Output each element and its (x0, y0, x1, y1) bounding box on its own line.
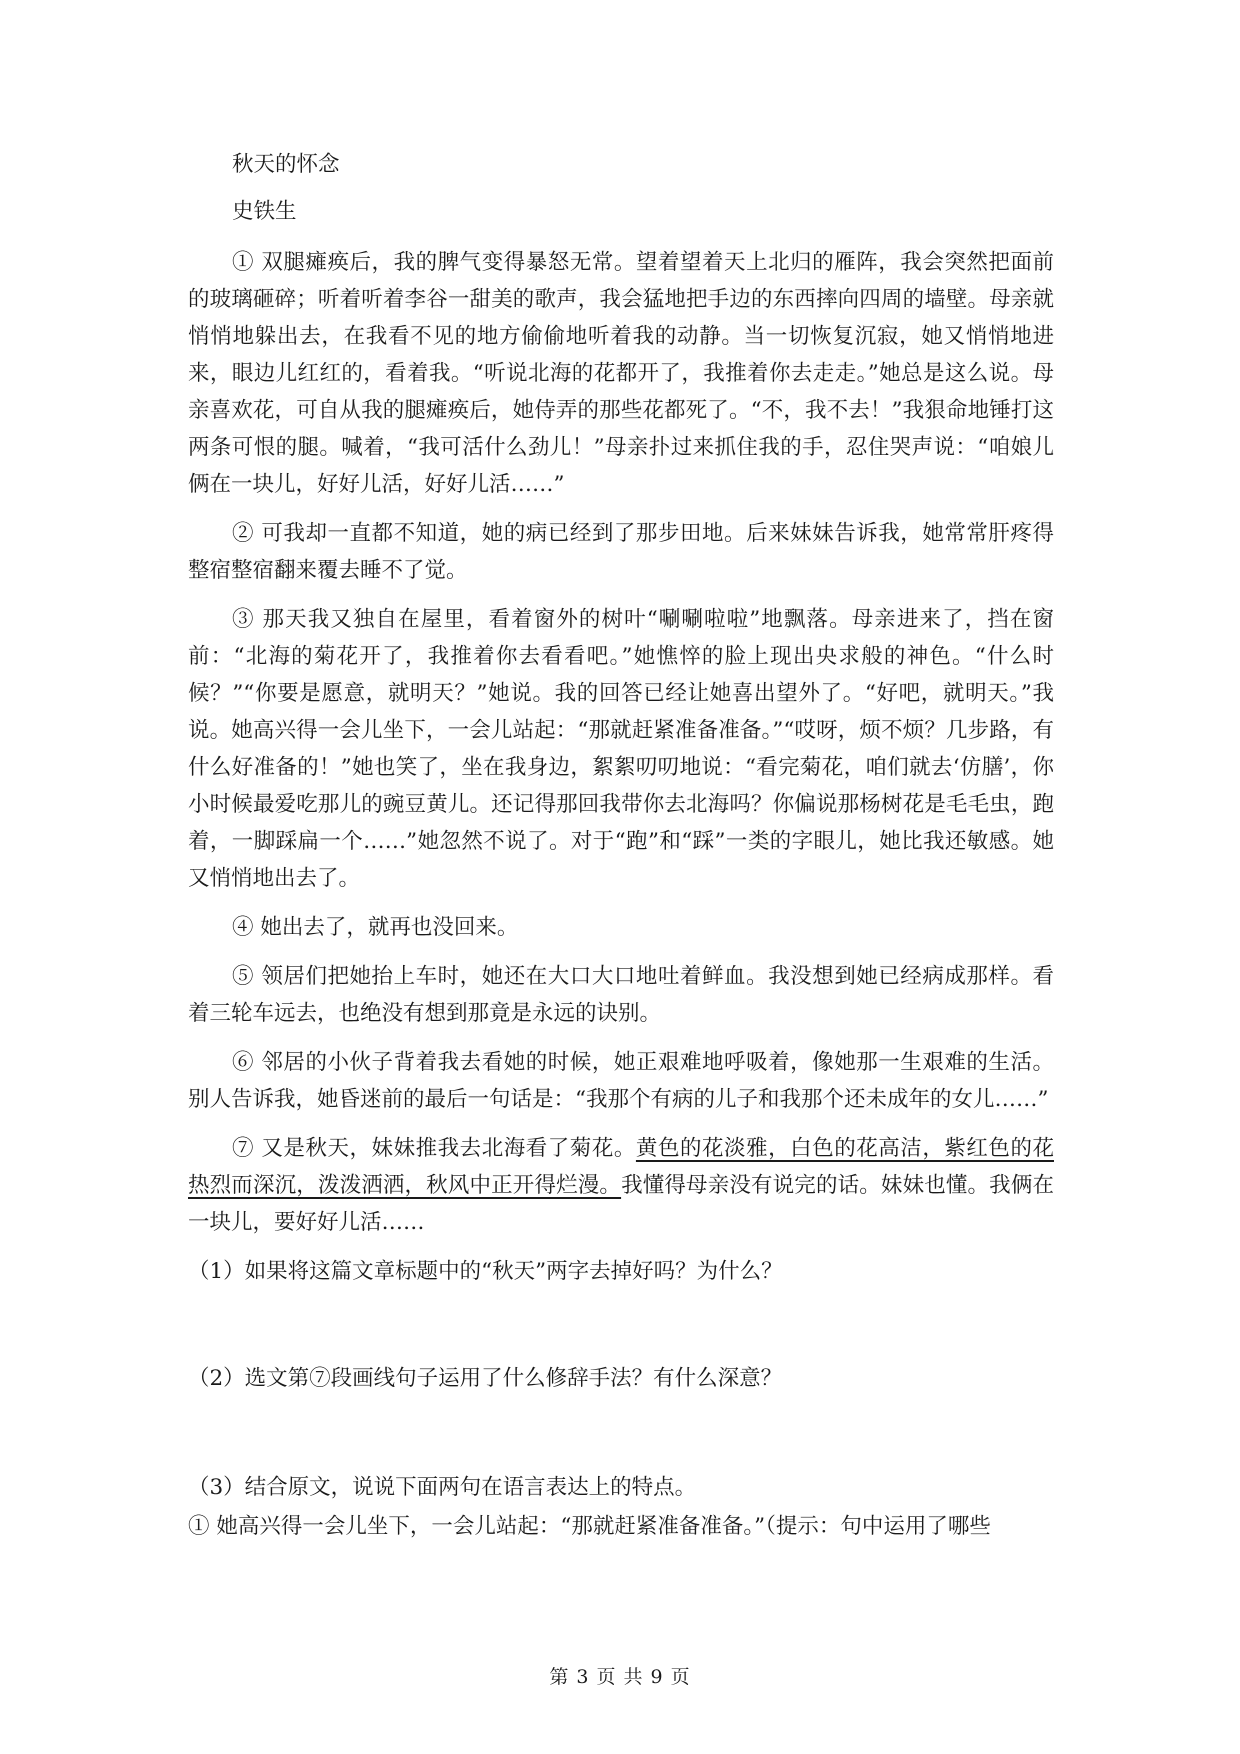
paragraph-1: ① 双腿瘫痪后，我的脾气变得暴怒无常。望着望着天上北归的雁阵，我会突然把面前的玻璃砸碎；听着听着李谷一甜美的歌声，我会猛地把手边的东西摔向四周的墙壁。母亲就悄悄地躲出去，在我看不见的地方偷偷地听着我的动静。当一切恢复沉寂，她又悄悄地进来，眼边儿红红的，看着我。“听说北海的花都开了，我推着你去走走。”她总是这么说。母亲喜欢花，可自从我的腿瘫痪后，她侍弄的那些花都死了。“不，我不去！”我狠命地锤打这两条可恨的腿。喊着，“我可活什么劲儿！”母亲扑过来抓住我的手，忍住哭声说：“咱娘儿俩在一块儿，好好儿活，好好儿活……” (188, 250, 1054, 497)
page-footer: 第 3 页 共 9 页 (549, 1666, 691, 1688)
document-content (188, 146, 1054, 1545)
paragraph-3: ③ 那天我又独自在屋里，看着窗外的树叶“唰唰啦啦”地飘落。母亲进来了，挡在窗前：“北海的菊花开了，我推着你去看看吧。”她憔悴的脸上现出央求般的神色。“什么时候？”“你要是愿意，就明天？”她说。我的回答已经让她喜出望外了。“好吧，就明天。”我说。她高兴得一会儿坐下，一会儿站起：“那就赶紧准备准备。”“哎呀，烦不烦？几步路，有什么好准备的！”她也笑了，坐在我身边，絮絮叨叨地说：“看完菊花，咱们就去‘仿膳’，你小时候最爱吃那儿的豌豆黄儿。还记得那回我带你去北海吗？你偏说那杨树花是毛毛虫，跑着，一脚踩扁一个……”她忽然不说了。对于“跑”和“踩”一类的字眼儿，她比我还敏感。她又悄悄地出去了。 (188, 607, 1054, 891)
article-title: 秋天的怀念 (232, 152, 340, 177)
question-3-item-1: ① 她高兴得一会儿坐下，一会儿站起：“那就赶紧准备准备。”（提示：句中运用了哪些 (188, 1514, 991, 1539)
paragraph-6: ⑥ 邻居的小伙子背着我去看她的时候，她正艰难地呼吸着，像她那一生艰难的生活。别人告诉我，她昏迷前的最后一句话是：“我那个有病的儿子和我那个还未成年的女儿……” (188, 1050, 1054, 1112)
underlined-sentence: 黄色的花淡雅，白色的花高洁，紫红色的花热烈而深沉，泼泼洒洒，秋风中正开得烂漫。 (188, 1136, 1054, 1198)
paragraph-4: ④ 她出去了，就再也没回来。 (232, 915, 519, 940)
paragraph-2: ② 可我却一直都不知道，她的病已经到了那步田地。后来妹妹告诉我，她常常肝疼得整宿整宿翻来覆去睡不了觉。 (188, 521, 1054, 583)
paragraph-7-lead: ⑦ 又是秋天，妹妹推我去北海看了菊花。 (232, 1136, 636, 1161)
paragraph-7-tail: 我懂得母亲没有说完的话。妹妹也懂。我俩在一块儿，要好好儿活…… (188, 1173, 1054, 1235)
paragraph-5: ⑤ 领居们把她抬上车时，她还在大口大口地吐着鲜血。我没想到她已经病成那样。看着三轮车远去，也绝没有想到那竟是永远的诀别。 (188, 964, 1054, 1026)
article-author: 史铁生 (232, 199, 297, 224)
paragraph-7 (188, 1130, 1054, 1241)
question-3: （3）结合原文，说说下面两句在语言表达上的特点。 (188, 1475, 697, 1500)
question-1: （1）如果将这篇文章标题中的“秋天”两字去掉好吗？为什么？ (188, 1259, 783, 1284)
question-2: （2）选文第⑦段画线句子运用了什么修辞手法？有什么深意？ (188, 1366, 783, 1391)
